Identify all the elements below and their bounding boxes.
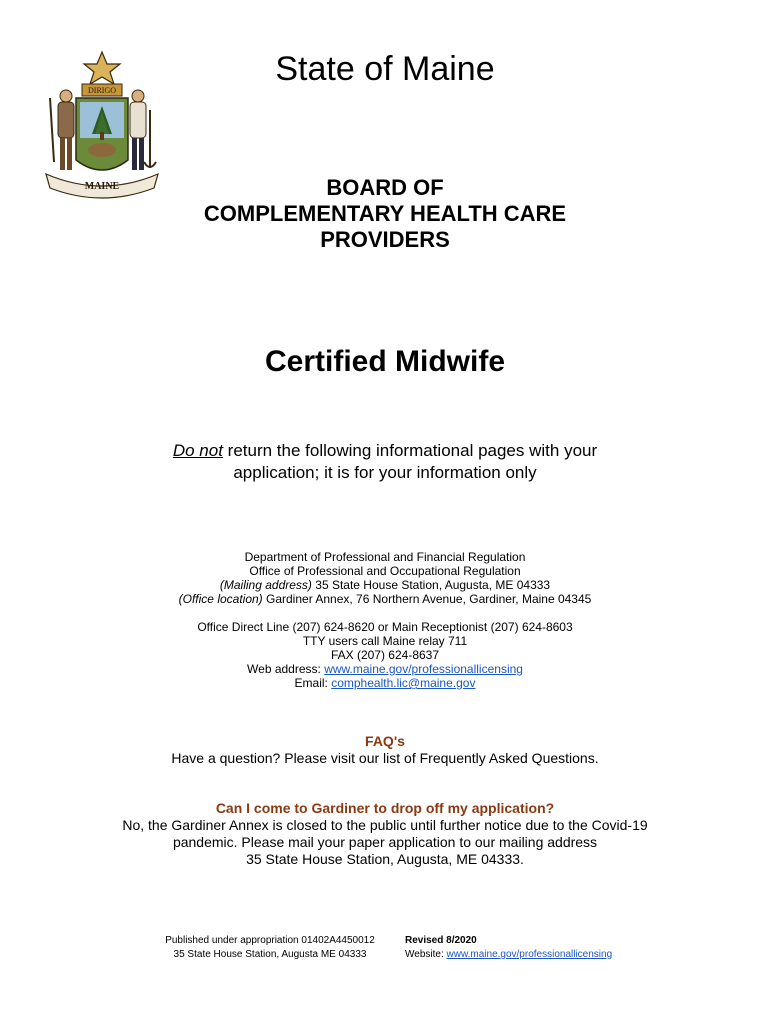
web-link[interactable]: www.maine.gov/professionallicensing <box>324 662 523 676</box>
seal-ribbon-text: MAINE <box>84 181 120 192</box>
notice-emphasis: Do not <box>172 441 223 460</box>
notice <box>0 440 770 484</box>
website-label: Website: <box>405 949 447 960</box>
answer-line: No, the Gardiner Annex is closed to the public until further notice due to the Covid-19 <box>122 817 648 833</box>
email-label: Email: <box>294 676 332 690</box>
footer-address: 35 State House Station, Augusta ME 04333 <box>173 949 367 960</box>
location-label: (Office location) <box>178 592 263 606</box>
faq-section <box>0 733 770 767</box>
board-name <box>0 175 770 253</box>
office-location: Gardiner Annex, 76 Northern Avenue, Gardiner, Maine 04345 <box>262 592 592 606</box>
board-line: COMPLEMENTARY HEALTH CARE <box>203 201 567 226</box>
footer <box>0 934 770 962</box>
web-label: Web address: <box>247 662 325 676</box>
footer-website-link[interactable]: www.maine.gov/professionallicensing <box>446 949 613 960</box>
tty: TTY users call Maine relay 711 <box>302 634 468 648</box>
department: Department of Professional and Financial Regulation <box>244 550 526 564</box>
state-title: State of Maine <box>275 50 495 88</box>
contact-block <box>0 550 770 690</box>
appropriation: Published under appropriation 01402A4450012 <box>165 935 375 946</box>
board-line: PROVIDERS <box>320 227 450 252</box>
faq-text: Have a question? Please visit our list of Frequently Asked Questions. <box>171 750 599 766</box>
faq-question <box>0 800 770 868</box>
board-line: BOARD OF <box>326 175 444 200</box>
revised-date: Revised 8/2020 <box>405 935 477 946</box>
office: Office of Professional and Occupational Regulation <box>249 564 521 578</box>
mailing-label: (Mailing address) <box>219 578 312 592</box>
seal-banner-text: DIRIGO <box>88 86 116 95</box>
mailing-address: 35 State House Station, Augusta, ME 04333 <box>311 578 551 592</box>
answer-line: pandemic. Please mail your paper application to our mailing address <box>172 834 598 850</box>
question-heading: Can I come to Gardiner to drop off my application? <box>215 800 555 816</box>
email-link[interactable]: comphealth.lic@maine.gov <box>331 676 476 690</box>
phone-numbers: Office Direct Line (207) 624-8620 or Main Receptionist (207) 624-8603 <box>197 620 573 634</box>
document-title: Certified Midwife <box>264 345 505 378</box>
notice-text-line2: application; it is for your information only <box>233 463 537 482</box>
fax: FAX (207) 624-8637 <box>330 648 440 662</box>
answer-line: 35 State House Station, Augusta, ME 04333. <box>246 851 524 867</box>
notice-text: return the following informational pages with your <box>222 441 598 460</box>
faq-heading: FAQ's <box>365 733 405 749</box>
